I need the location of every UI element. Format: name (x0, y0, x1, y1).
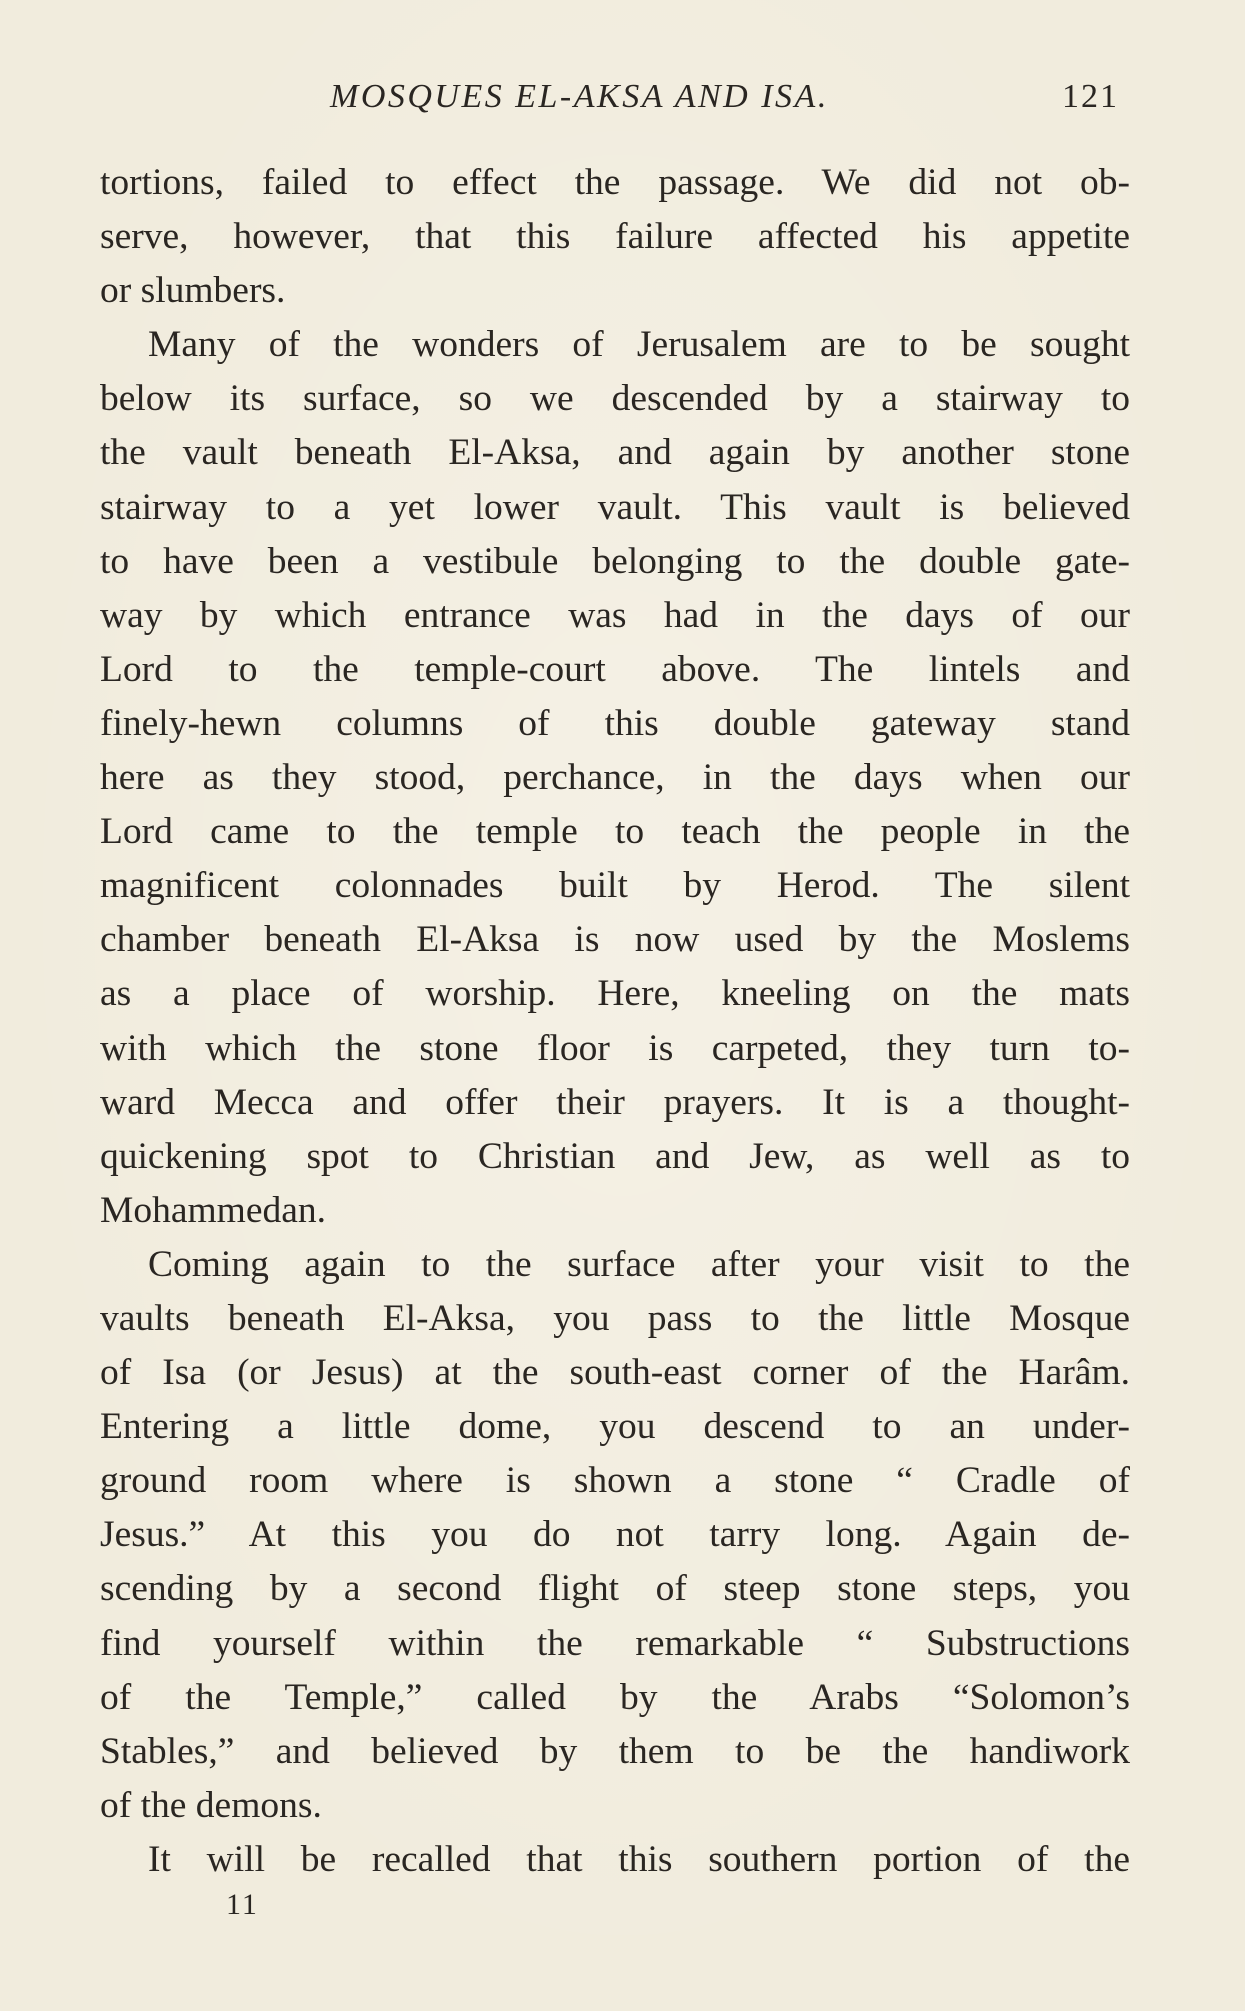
running-head (0, 74, 1245, 134)
paragraph-4 (100, 1833, 1130, 1887)
paragraph-1 (100, 156, 1130, 318)
text-line: way by which entrance was had in the days of our (100, 594, 1130, 636)
text-line: magnificent colonnades built by Herod. The silent (100, 865, 1130, 907)
page-number: 121 (1062, 78, 1119, 115)
text-line: chamber beneath El-Aksa is now used by the Moslems (100, 919, 1130, 961)
text-line: as a place of worship. Here, kneeling on the mats (100, 973, 1130, 1015)
body-text (100, 156, 1130, 1887)
text-line: of the Temple,” called by the Arabs “Solomon’s (100, 1676, 1130, 1718)
text-line: of the demons. (100, 1784, 322, 1826)
text-line: Mohammedan. (100, 1189, 326, 1231)
text-line: Many of the wonders of Jerusalem are to be sought (148, 324, 1130, 366)
paragraph-2 (100, 318, 1130, 1238)
text-line: scending by a second flight of steep stone steps, you (100, 1568, 1130, 1610)
text-line: vaults beneath El-Aksa, you pass to the little Mosque (100, 1297, 1130, 1339)
text-line: stairway to a yet lower vault. This vault is believed (100, 486, 1130, 528)
signature-mark: 11 (226, 1888, 259, 1921)
text-line: below its surface, so we descended by a stairway to (100, 378, 1130, 420)
text-line: quickening spot to Christian and Jew, as well as to (100, 1135, 1130, 1177)
text-line: serve, however, that this failure affected his appetite (100, 216, 1130, 258)
text-line: Lord came to the temple to teach the people in the (100, 811, 1130, 853)
running-title: MOSQUES EL-AKSA AND ISA. (330, 78, 829, 115)
text-line: Jesus.” At this you do not tarry long. Again de- (100, 1514, 1130, 1556)
text-line: Stables,” and believed by them to be the handiwork (100, 1730, 1130, 1772)
text-line: to have been a vestibule belonging to the double gate- (100, 540, 1130, 582)
text-line: Entering a little dome, you descend to an under- (100, 1406, 1130, 1448)
text-line: tortions, failed to effect the passage. We did not ob- (100, 162, 1130, 203)
text-line: It will be recalled that this southern portion of the (148, 1838, 1130, 1880)
text-line: find yourself within the remarkable “ Substructions (100, 1622, 1130, 1664)
text-line: the vault beneath El-Aksa, and again by another stone (100, 432, 1130, 474)
text-line: Coming again to the surface after your visit to the (148, 1243, 1130, 1285)
text-line: ground room where is shown a stone “ Cradle of (100, 1460, 1130, 1502)
paragraph-3 (100, 1238, 1130, 1833)
text-line: or slumbers. (100, 270, 286, 312)
text-line: here as they stood, perchance, in the days when our (100, 757, 1130, 799)
text-line: finely-hewn columns of this double gateway stand (100, 702, 1130, 744)
text-line: of Isa (or Jesus) at the south-east corner of the Harâm. (100, 1352, 1130, 1394)
text-line: ward Mecca and offer their prayers. It is a thought- (100, 1081, 1130, 1123)
text-line: Lord to the temple-court above. The lintels and (100, 648, 1130, 690)
text-line: with which the stone floor is carpeted, they turn to- (100, 1027, 1130, 1069)
